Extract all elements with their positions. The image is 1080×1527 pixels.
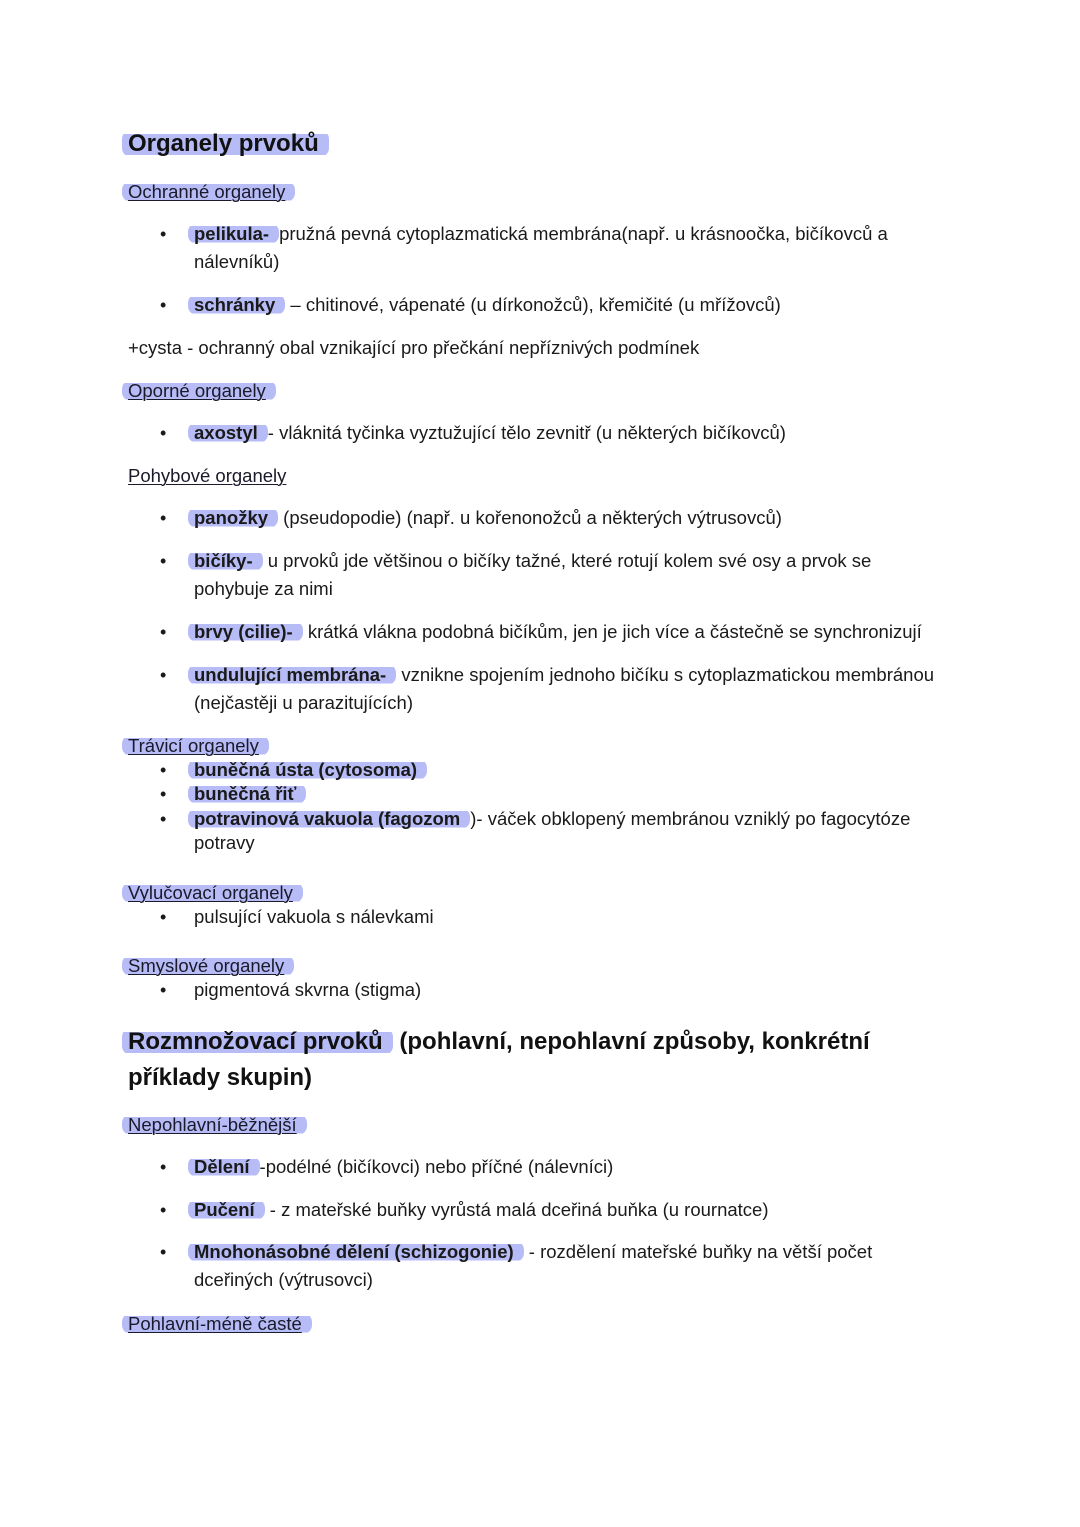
subheading-pohybove: Pohybové organely (128, 465, 287, 486)
bullet-icon: • (160, 980, 167, 1000)
list-item: • Mnohonásobné dělení (schizogonie) - rozdělení mateřské buňky na větší počet dceřiných (výtrusovci) (160, 1238, 950, 1294)
section-title-organely: Organely prvoků (128, 126, 329, 162)
bullet-icon: • (160, 665, 167, 685)
list-item: • schránky – chitinové, vápenaté (u dírkonožců), křemičité (u mřížovců) (160, 291, 950, 319)
list-item: • buněčná řiť (160, 782, 950, 806)
list-item: • axostyl - vláknitá tyčinka vyztužující tělo zevnitř (u některých bičíkovců) (160, 419, 950, 447)
bullet-icon: • (160, 508, 167, 528)
subheading-travici: Trávicí organely (128, 734, 269, 758)
list-item: • Pučení - z mateřské buňky vyrůstá malá dceřiná buňka (u rournatce) (160, 1196, 950, 1224)
list-item: • undulující membrána- vznikne spojením jednoho bičíku s cytoplazmatickou membránou (nejčastěji u parazitujících) (160, 661, 950, 717)
bullet-icon: • (160, 423, 167, 443)
list-item: • bičíky- u prvoků jde většinou o bičíky tažné, které rotují kolem své osy a prvok se pohybuje za nimi (160, 547, 950, 603)
list-item: • pigmentová skvrna (stigma) (160, 979, 422, 1000)
subheading-smyslove: Smyslové organely (128, 954, 294, 978)
list-item: • brvy (cilie)- krátká vlákna podobná bičíkům, jen je jich více a částečně se synchronizují (160, 618, 950, 646)
bullet-icon: • (160, 907, 167, 927)
list-item: • potravinová vakuola (fagozom )- váček obklopený membránou vzniklý po fagocytóze potravy (160, 808, 911, 853)
bullet-icon: • (160, 760, 167, 780)
list-item: • pelikula- pružná pevná cytoplazmatická membrána(např. u krásnoočka, bičíkovců a nálevníků) (160, 220, 950, 276)
subheading-pohlavni: Pohlavní-méně časté (128, 1312, 312, 1336)
bullet-icon: • (160, 224, 167, 244)
bullet-icon: • (160, 784, 167, 804)
subheading-oporne: Oporné organely (128, 379, 276, 403)
note-cysta: +cysta - ochranný obal vznikající pro přečkání nepříznivých podmínek (128, 337, 700, 358)
subheading-vylucovaci: Vylučovací organely (128, 881, 303, 905)
subheading-nepohlavni: Nepohlavní-běžnější (128, 1113, 307, 1137)
list-item: • buněčná ústa (cytosoma) (160, 758, 950, 782)
list-item: • panožky (pseudopodie) (např. u kořenonožců a některých výtrusovců) (160, 504, 950, 532)
list-item: • Dělení -podélné (bičíkovci) nebo příčné (nálevníci) (160, 1153, 950, 1181)
bullet-icon: • (160, 1157, 167, 1177)
section-title-rozmnozovani: Rozmnožovací prvoků (pohlavní, nepohlavní způsoby, konkrétní příklady skupin) (128, 1024, 908, 1096)
bullet-icon: • (160, 622, 167, 642)
bullet-icon: • (160, 1242, 167, 1262)
bullet-icon: • (160, 551, 167, 571)
bullet-icon: • (160, 1200, 167, 1220)
list-item: • pulsující vakuola s nálevkami (160, 906, 434, 927)
bullet-icon: • (160, 809, 167, 829)
subheading-ochranne: Ochranné organely (128, 180, 295, 204)
bullet-icon: • (160, 295, 167, 315)
